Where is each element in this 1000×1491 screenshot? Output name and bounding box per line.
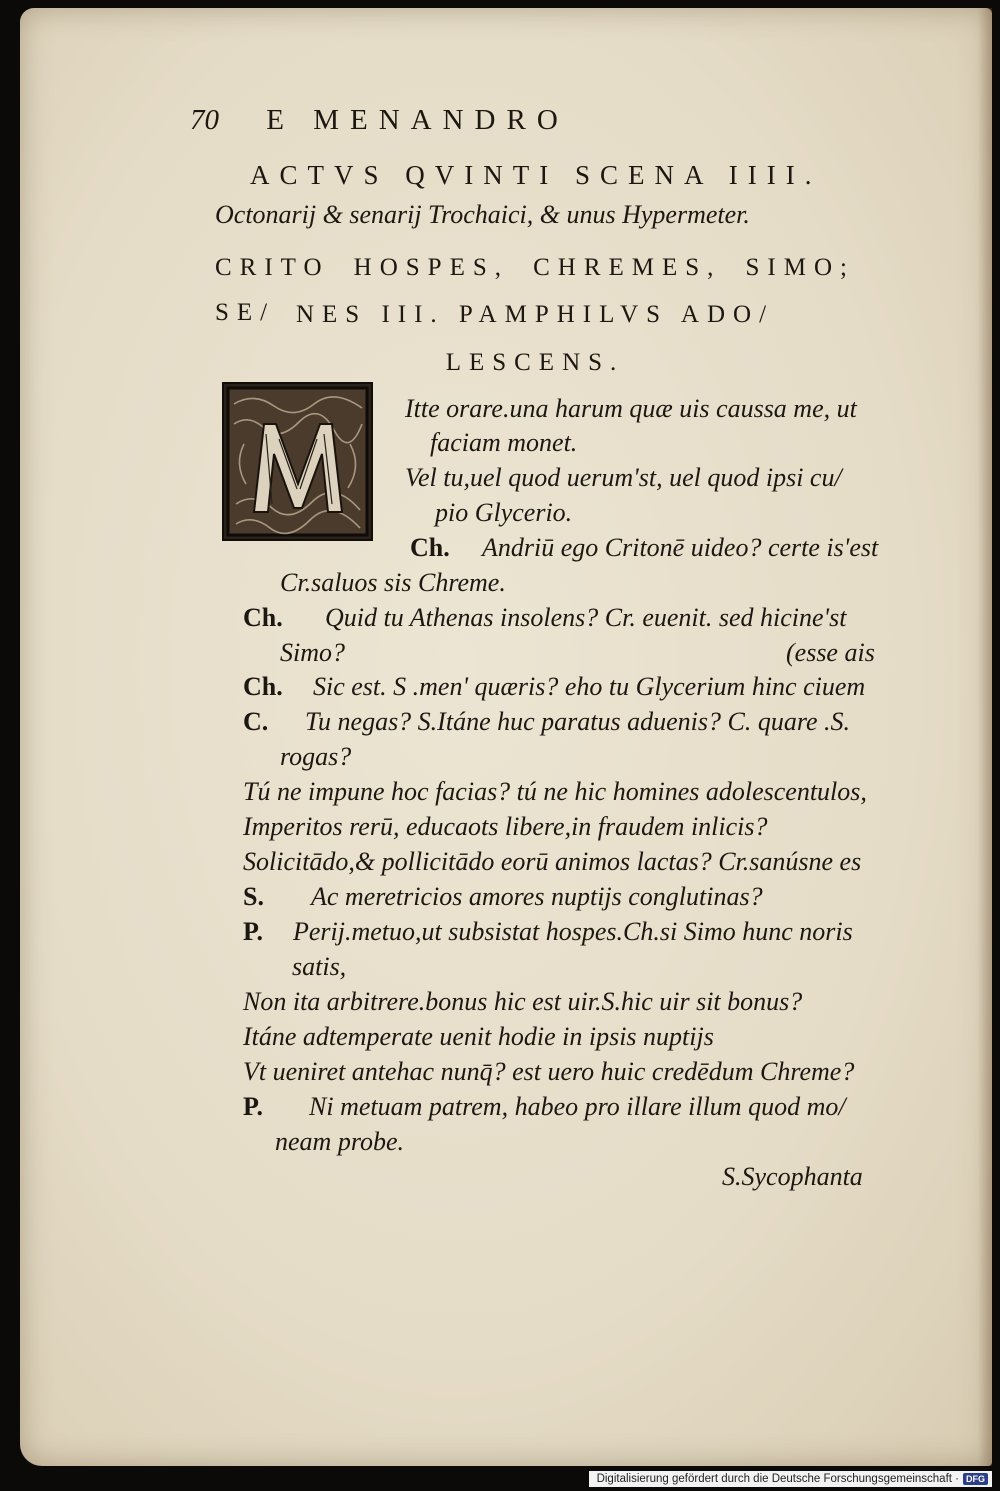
footer-text: Digitalisierung gefördert durch die Deutsche Forschungsgemeinschaft · xyxy=(596,1473,959,1485)
verse-line: Imperitos rerū, educaots libere,in fraudem inlicis? xyxy=(243,812,768,841)
verse-line xyxy=(243,880,763,914)
persons-line-2: NES III. PAMPHILVS ADO/ xyxy=(295,301,775,328)
digitization-footer xyxy=(589,1471,992,1487)
verse-text: Perij.metuo,ut subsistat hospes.Ch.si Simo hunc noris xyxy=(293,917,853,946)
woodcut-initial-icon xyxy=(224,384,371,539)
catchword: S.Sycophanta xyxy=(722,1162,863,1191)
persons-line-1: CRITO HOSPES, CHREMES, SIMO; SE/ xyxy=(215,254,855,326)
verse-text: Ac meretricios amores nuptijs conglutinas? xyxy=(311,882,763,911)
persons-line-3: LESCENS. xyxy=(445,349,625,376)
speaker-label: Ch. xyxy=(243,672,283,701)
running-head: E MENANDRO xyxy=(266,104,569,136)
dfg-logo-icon: DFG xyxy=(963,1473,988,1485)
verse-line: neam probe. xyxy=(275,1127,405,1156)
page-header xyxy=(190,104,569,137)
verse-line: Simo? xyxy=(280,638,345,667)
verse-line: Itáne adtemperate uenit hodie in ipsis nuptijs xyxy=(243,1022,714,1051)
verse-line: Vel tu,uel quod uerum'st, uel quod ipsi cu/ xyxy=(405,463,842,492)
verse-text: Quid tu Athenas insolens? Cr. euenit. sed hicine'st xyxy=(325,603,847,632)
verse-line: faciam monet. xyxy=(430,428,578,457)
verse-line: Itte orare.una harum quæ uis caussa me, ut xyxy=(405,394,857,423)
verse-line xyxy=(243,915,853,949)
verse-line: pio Glycerio. xyxy=(435,498,573,527)
act-title: ACTVS QVINTI SCENA IIII. xyxy=(250,160,822,190)
verse-text: Sic est. S .men' quæris? eho tu Glycerium hinc ciuem xyxy=(313,672,866,701)
speaker-label: S. xyxy=(243,882,264,911)
verse-line xyxy=(243,1090,846,1124)
verse-text: Tu negas? S.Itáne huc paratus aduenis? C. quare .S. xyxy=(305,707,851,736)
verse-line: (esse ais xyxy=(786,638,875,667)
verse-line xyxy=(243,601,846,635)
verse-text: Ni metuam patrem, habeo pro illare illum quod mo/ xyxy=(309,1092,846,1121)
folio-number: 70 xyxy=(190,104,219,136)
speaker-label: Ch. xyxy=(243,603,283,632)
decorated-initial-m xyxy=(222,382,373,541)
verse-line: Cr.saluos sis Chreme. xyxy=(280,568,506,597)
verse-line: Solicitādo,& pollicitādo eorū animos lactas? Cr.sanúsne es xyxy=(243,847,862,876)
verse-line xyxy=(243,705,850,739)
speaker-label: P. xyxy=(243,917,263,946)
speaker-label: C. xyxy=(243,707,269,736)
verse-line xyxy=(243,670,865,704)
verse-line: Vt ueniret antehac nunq̄? est uero huic credēdum Chreme? xyxy=(243,1057,855,1086)
verse-text: Andriū ego Critonē uideo? certe is'est xyxy=(482,533,879,562)
page-edge-shadow xyxy=(978,8,992,1466)
meter-line: Octonarij & senarij Trochaici, & unus Hypermeter. xyxy=(215,200,750,229)
speaker-label: Ch. xyxy=(410,533,450,562)
verse-line xyxy=(410,531,878,565)
verse-line: Non ita arbitrere.bonus hic est uir.S.hic uir sit bonus? xyxy=(243,987,803,1016)
verse-line: rogas? xyxy=(280,742,352,771)
speaker-label: P. xyxy=(243,1092,263,1121)
verse-line: Tú ne impune hoc facias? tú ne hic homines adolescentulos, xyxy=(243,777,867,806)
verse-line: satis, xyxy=(292,952,347,981)
